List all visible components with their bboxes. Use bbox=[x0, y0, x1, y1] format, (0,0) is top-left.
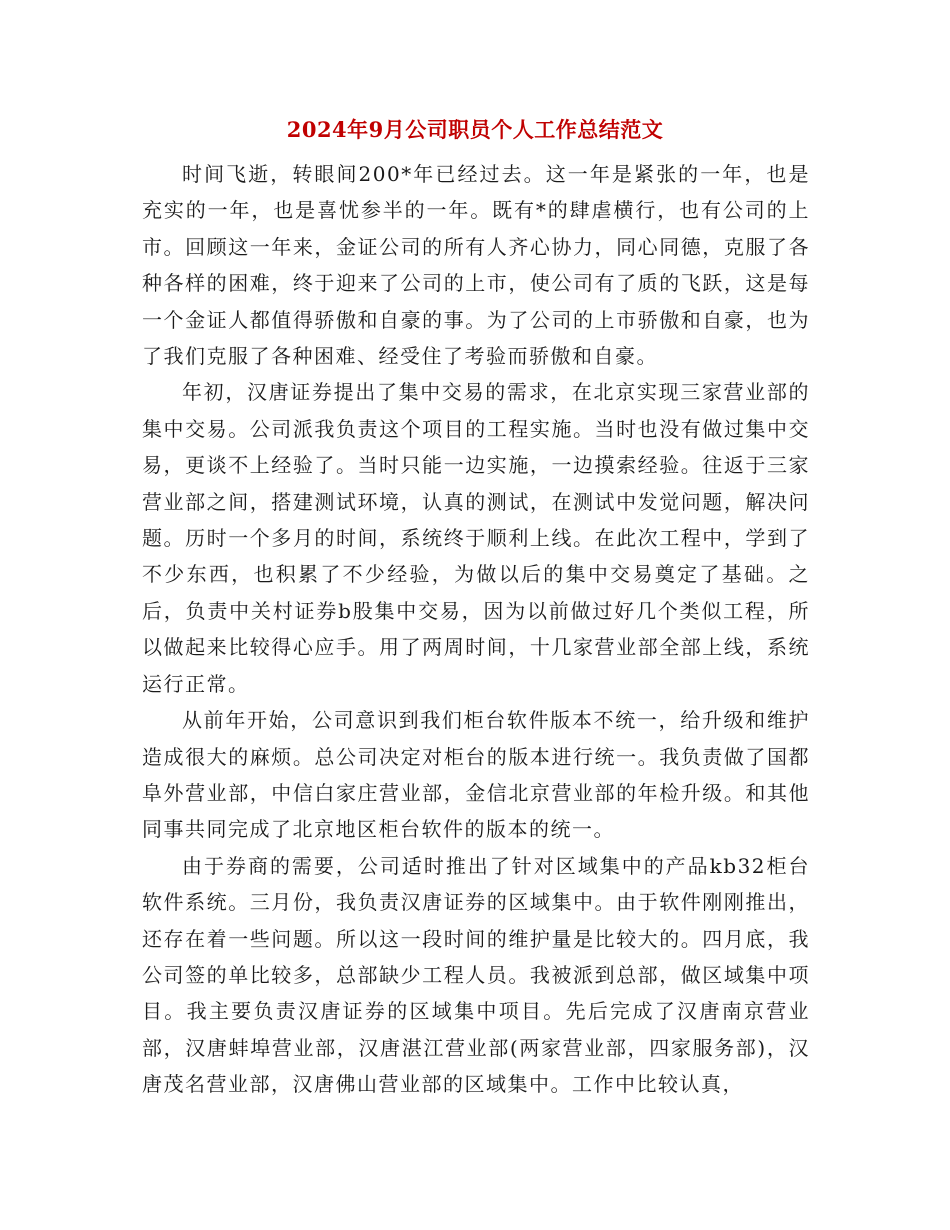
document-body bbox=[142, 156, 810, 1103]
paragraph-4: 由于券商的需要，公司适时推出了针对区域集中的产品kb32柜台软件系统。三月份，我负责汉唐证券的区域集中。由于软件刚刚推出，还存在着一些问题。所以这一段时间的维护量是比较大的。四月底，我公司签的单比较多，总部缺少工程人员。我被派到总部，做区域集中项目。我主要负责汉唐证券的区域集中项目。先后完成了汉唐南京营业部，汉唐蚌埠营业部，汉唐湛江营业部(两家营业部，四家服务部)，汉唐茂名营业部，汉唐佛山营业部的区域集中。工作中比较认真， bbox=[142, 853, 810, 1097]
paragraph-1: 时间飞逝，转眼间200*年已经过去。这一年是紧张的一年，也是充实的一年，也是喜忧参半的一年。既有*的肆虐横行，也有公司的上市。回顾这一年来，金证公司的所有人齐心协力，同心同德，克服了各种各样的困难，终于迎来了公司的上市，使公司有了质的飞跃，这是每一个金证人都值得骄傲和自豪的事。为了公司的上市骄傲和自豪，也为了我们克服了各种困难、经受住了考验而骄傲和自豪。 bbox=[142, 162, 810, 369]
paragraph-3: 从前年开始，公司意识到我们柜台软件版本不统一，给升级和维护造成很大的麻烦。总公司决定对柜台的版本进行统一。我负责做了国都阜外营业部，中信白家庄营业部，金信北京营业部的年检升级。和其他同事共同完成了北京地区柜台软件的版本的统一。 bbox=[142, 708, 810, 842]
paragraph-2: 年初，汉唐证券提出了集中交易的需求，在北京实现三家营业部的集中交易。公司派我负责这个项目的工程实施。当时也没有做过集中交易，更谈不上经验了。当时只能一边实施，一边摸索经验。往返于三家营业部之间，搭建测试环境，认真的测试，在测试中发觉问题，解决问题。历时一个多月的时间，系统终于顺利上线。在此次工程中，学到了不少东西，也积累了不少经验，为做以后的集中交易奠定了基础。之后，负责中关村证券b股集中交易，因为以前做过好几个类似工程，所以做起来比较得心应手。用了两周时间，十几家营业部全部上线，系统运行正常。 bbox=[142, 380, 810, 696]
document-title: 2024年9月公司职员个人工作总结范文 bbox=[286, 117, 664, 142]
